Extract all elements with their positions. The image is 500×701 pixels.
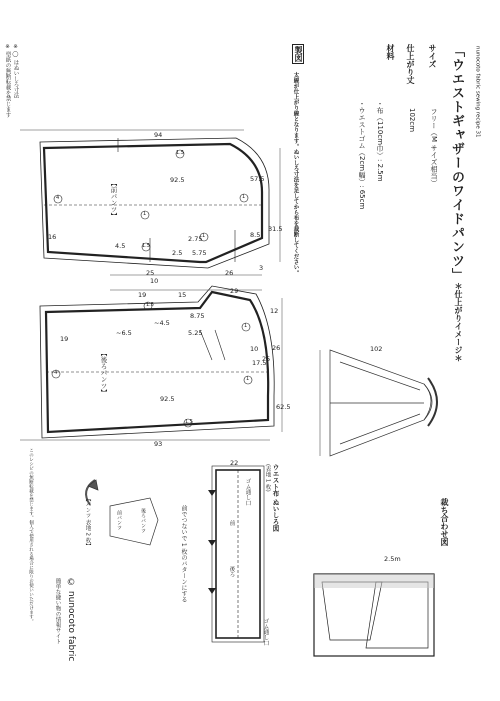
back-s1: 8.75 bbox=[190, 312, 205, 320]
back-s2: 5.25 bbox=[188, 329, 203, 337]
cutting-length: 2.5m bbox=[384, 555, 401, 563]
size-value: フリー（M サイズ相当） bbox=[430, 108, 438, 187]
back-h3: 15 bbox=[178, 291, 187, 299]
back-c4: 1.5 bbox=[146, 302, 154, 308]
back-s5: 10 bbox=[250, 345, 259, 353]
material-label: 材料 bbox=[386, 44, 395, 60]
waistband-d1: 22 bbox=[230, 459, 239, 467]
waistband-piece bbox=[212, 466, 264, 642]
waistband-back: 後ろ bbox=[228, 566, 235, 577]
front-mid-dim: 92.5 bbox=[170, 176, 185, 184]
length-label: 仕上がり丈 bbox=[406, 44, 415, 84]
back-c1: 1 bbox=[244, 323, 248, 329]
front-d1: 31.5 bbox=[268, 225, 283, 233]
waistband-title: ウエスト布 ぬいしろ図 bbox=[271, 464, 280, 532]
size-label: サイズ bbox=[428, 44, 437, 68]
front-pants-piece bbox=[40, 138, 269, 268]
front-c6: 1 bbox=[143, 211, 147, 217]
finished-pants-illustration bbox=[320, 350, 437, 456]
back-c3: 1.5 bbox=[185, 419, 193, 425]
front-r3: 2.5 bbox=[172, 249, 183, 257]
front-b1: 25 bbox=[146, 269, 155, 277]
front-c3: 4 bbox=[56, 195, 60, 201]
back-c2: 4 bbox=[54, 370, 58, 376]
waistband-front: 前 bbox=[228, 520, 235, 526]
fold-illustration bbox=[86, 480, 158, 545]
back-pants-label: 【後ろパンツ】 bbox=[99, 350, 108, 396]
copyright-notice-left: ※ 型紙の無断転載を禁じます bbox=[4, 44, 11, 118]
back-h1: 19 bbox=[138, 291, 147, 299]
front-r1: 2.75 bbox=[188, 235, 203, 243]
diagram-note: 太線が仕上がり線となります。ぬいしろ寸法を足してから布を裁断してください。 bbox=[292, 72, 299, 276]
back-top-dim: 93 bbox=[154, 440, 163, 448]
finish-length: 102 bbox=[370, 345, 383, 353]
back-r2: 26 bbox=[272, 344, 281, 352]
fold-note: 【パンツ 表地 2 枚】 bbox=[84, 496, 91, 549]
copyright: © nunocoto fabric bbox=[66, 578, 76, 662]
diagram-label: 製図 bbox=[294, 46, 303, 62]
front-c1: 1.5 bbox=[176, 150, 184, 156]
back-s7: 19 bbox=[60, 335, 69, 343]
cutting-layout bbox=[314, 574, 434, 656]
waistband-sub: (表地 1 枚) bbox=[264, 464, 271, 492]
front-top-dim: 94 bbox=[154, 131, 163, 139]
front-c4: 1 bbox=[242, 194, 246, 200]
back-c5: 1 bbox=[246, 376, 250, 382]
front-b3: 3 bbox=[259, 264, 264, 272]
back-h5: 12 bbox=[270, 307, 279, 315]
finish-image-title: ＊仕上がりイメージ＊ bbox=[454, 282, 463, 362]
back-h2: 10 bbox=[150, 277, 159, 285]
front-pants-label: 【前パンツ】 bbox=[109, 180, 118, 219]
back-s4: ~4.5 bbox=[154, 319, 170, 327]
front-hip-dim: 57.5 bbox=[250, 175, 265, 183]
back-r3: 25 bbox=[262, 355, 271, 363]
gom-label-1: ゴム通し口 bbox=[244, 478, 251, 506]
seam-allowance-note: ※ ◯ はぬいしろ寸法 bbox=[12, 44, 19, 98]
back-mid-dim: 92.5 bbox=[160, 395, 175, 403]
waistband-note: 前でつないで 1 枚のパターンにする bbox=[180, 505, 187, 603]
material-2: ・ウエストゴム（2cm幅）: 65cm bbox=[358, 100, 366, 210]
front-b2: 26 bbox=[225, 269, 234, 277]
front-bottom-dim: 16 bbox=[48, 233, 57, 241]
right-copyright-note: このレシピの無断転載を禁じます。個人で使用される場合に限りお使いいただけます。 bbox=[28, 448, 34, 624]
cutting-title: 裁ち合わせ図 bbox=[440, 498, 449, 546]
back-h4: 29 bbox=[230, 287, 239, 295]
fold-front: 前パンツ bbox=[116, 510, 122, 530]
back-s6: 17.5 bbox=[252, 359, 267, 367]
front-d2: 8.5 bbox=[250, 231, 261, 239]
site-tagline: 簡単な縫い物の情報サイト bbox=[54, 578, 61, 644]
front-r4: 4.5 bbox=[115, 242, 126, 250]
back-pants-piece bbox=[40, 286, 274, 438]
back-r1: 62.5 bbox=[276, 403, 291, 411]
brand-recipe: nunocoto fabric sewing recipe 31 bbox=[474, 46, 481, 138]
back-s3: ~6.5 bbox=[116, 329, 132, 337]
front-c5: 1 bbox=[202, 233, 206, 239]
fold-back: 後ろパンツ bbox=[140, 508, 146, 533]
page-title: 「ウエストギャザーのワイドパンツ」 bbox=[449, 44, 464, 282]
gom-label-2: ゴム通し口 bbox=[262, 618, 269, 646]
front-r2: 5.75 bbox=[192, 249, 207, 257]
front-c2: 1.5 bbox=[142, 243, 150, 249]
material-1: ・布（110cm巾）: 2.5m bbox=[376, 100, 384, 182]
length-value: 102cm bbox=[408, 108, 416, 133]
